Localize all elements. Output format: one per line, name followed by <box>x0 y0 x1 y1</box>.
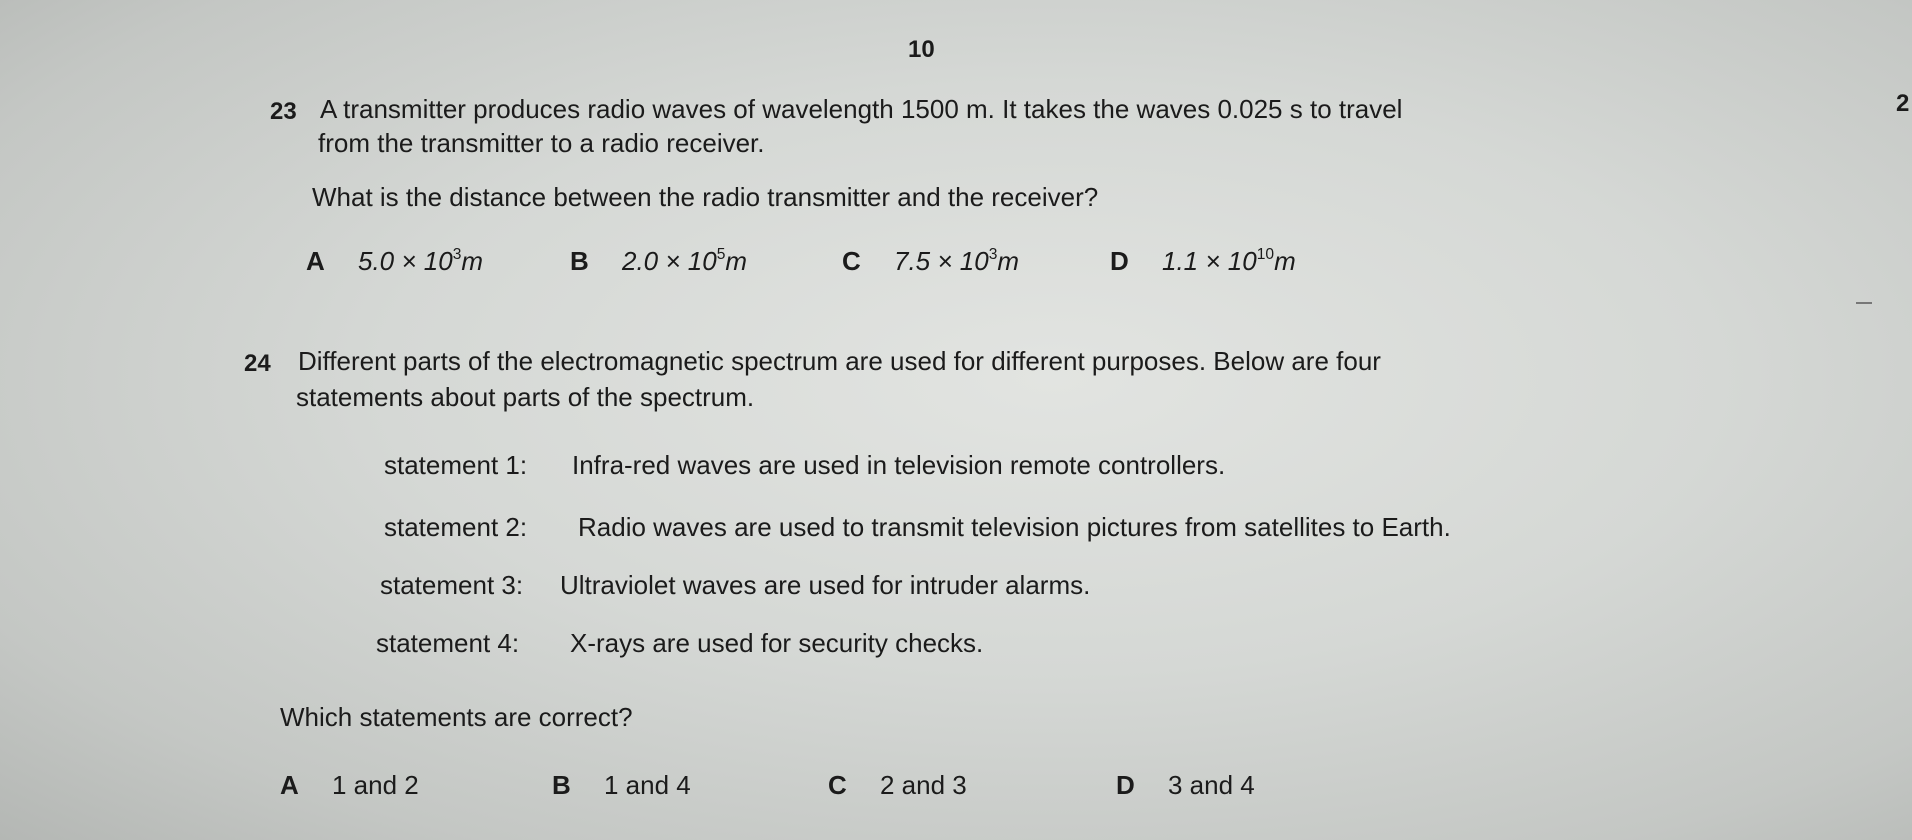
option-letter: B <box>570 246 589 276</box>
page-number: 10 <box>908 36 935 63</box>
option-letter: C <box>842 246 861 276</box>
option-letter: A <box>306 246 325 276</box>
question-23-number: 23 <box>270 98 297 125</box>
option-exponent: 3 <box>452 246 462 264</box>
question-24-line1: Different parts of the electromagnetic spectrum are used for different purposes. Below are four <box>298 346 1381 376</box>
question-23-line2: from the transmitter to a radio receiver. <box>318 128 765 158</box>
statement-4-label: statement 4: <box>376 628 520 658</box>
option-exponent: 3 <box>988 246 998 264</box>
q24-option-c[interactable] <box>828 772 967 798</box>
statement-1-text: Infra-red waves are used in television remote controllers. <box>572 450 1226 480</box>
option-text: 2 and 3 <box>880 770 967 800</box>
q24-option-b[interactable] <box>552 772 691 798</box>
question-24-prompt: Which statements are correct? <box>280 702 633 732</box>
q23-option-b[interactable] <box>570 248 747 274</box>
statement-1-label: statement 1: <box>384 450 528 480</box>
question-24-number: 24 <box>244 350 271 377</box>
statement-2-text: Radio waves are used to transmit television pictures from satellites to Earth. <box>578 512 1451 542</box>
option-mantissa: 5.0 × 10 <box>358 246 453 276</box>
q23-option-a[interactable] <box>306 248 483 274</box>
q23-option-c[interactable] <box>842 248 1019 274</box>
option-letter: C <box>828 770 847 800</box>
question-23-line1: A transmitter produces radio waves of wavelength 1500 m. It takes the waves 0.025 s to travel <box>320 94 1403 124</box>
option-letter: A <box>280 770 299 800</box>
option-mantissa: 7.5 × 10 <box>894 246 989 276</box>
statement-3-text: Ultraviolet waves are used for intruder alarms. <box>560 570 1091 600</box>
option-text: 1 and 2 <box>332 770 419 800</box>
question-23-prompt: What is the distance between the radio transmitter and the receiver? <box>312 182 1099 212</box>
option-unit: m <box>997 246 1020 276</box>
option-text: 1 and 4 <box>604 770 691 800</box>
option-unit: m <box>725 246 748 276</box>
option-unit: m <box>1274 246 1296 276</box>
option-letter: D <box>1116 770 1135 800</box>
option-exponent: 5 <box>716 246 726 264</box>
option-letter: B <box>552 770 571 800</box>
statement-4-text: X-rays are used for security checks. <box>570 628 984 658</box>
option-mantissa: 1.1 × 10 <box>1162 246 1257 276</box>
option-mantissa: 2.0 × 10 <box>622 246 717 276</box>
statement-2-label: statement 2: <box>384 512 528 542</box>
q23-option-d[interactable] <box>1110 248 1296 274</box>
stray-mark <box>1856 302 1872 304</box>
q24-option-a[interactable] <box>280 772 419 798</box>
question-24-line2: statements about parts of the spectrum. <box>296 382 755 412</box>
statement-3-label: statement 3: <box>380 570 524 600</box>
margin-mark: 2 <box>1896 90 1910 117</box>
option-exponent: 10 <box>1256 246 1275 264</box>
q24-option-d[interactable] <box>1116 772 1255 798</box>
option-unit: m <box>461 246 484 276</box>
option-text: 3 and 4 <box>1168 770 1255 800</box>
option-letter: D <box>1110 246 1129 276</box>
